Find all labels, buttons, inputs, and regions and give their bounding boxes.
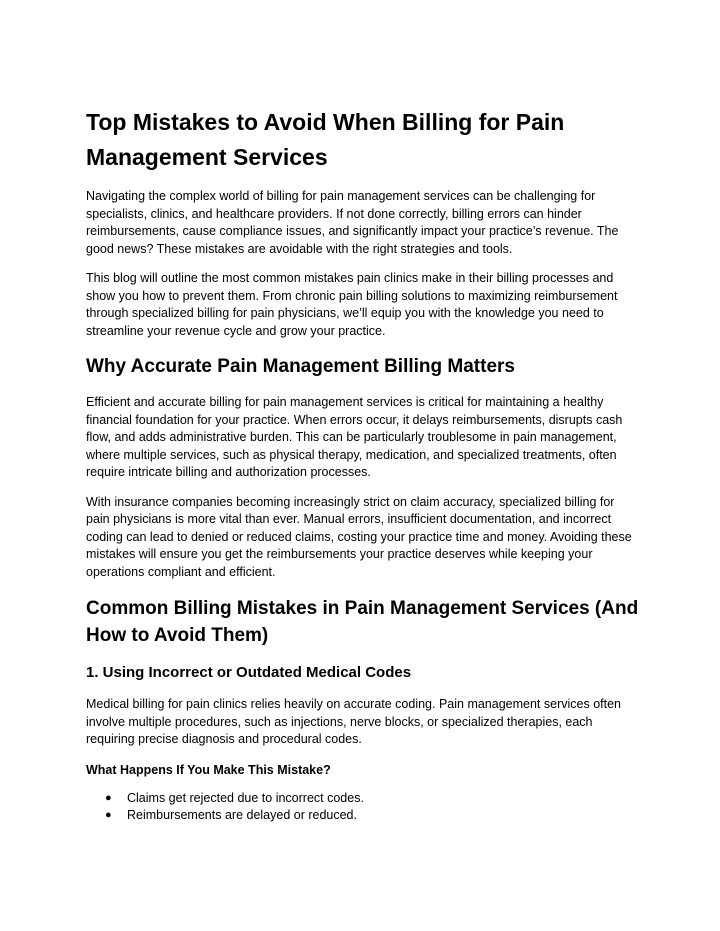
list-item-text: Reimbursements are delayed or reduced. (127, 808, 357, 822)
section-heading-common-mistakes: Common Billing Mistakes in Pain Management Services (And How to Avoid Them) (86, 598, 639, 646)
bullet-icon: ● (105, 809, 112, 821)
why-paragraph-2: With insurance companies becoming increasingly strict on claim accuracy, specialized billing for pain physicians is more vital than ever. Manual errors, insufficient documentation, and incorrect coding can lead to denied or reduced claims, costing your practice time and money. Avoiding these mistakes will ensure you get the reimbursements your practice deserves while keeping your operations compliant and efficient. (86, 494, 632, 579)
section-heading-why-accurate-billing: Why Accurate Pain Management Billing Matters (86, 356, 515, 377)
list-item (105, 790, 640, 808)
consequence-heading: What Happens If You Make This Mistake? (86, 762, 331, 777)
intro-paragraph-2: This blog will outline the most common mistakes pain clinics make in their billing processes and show you how to prevent them. From chronic pain billing solutions to maximizing reimbursement through specialized billing for pain physicians, we’ll equip you with the knowledge you need to streamline your revenue cycle and grow your practice. (86, 271, 618, 338)
document-title: Top Mistakes to Avoid When Billing for Pain Management Services (86, 109, 565, 170)
bullet-icon: ● (105, 791, 112, 804)
list-item-text: Claims get rejected due to incorrect codes. (127, 790, 364, 805)
list-item (105, 807, 640, 825)
intro-paragraph-1: Navigating the complex world of billing for pain management services can be challenging for specialists, clinics, and healthcare providers. If not done correctly, billing errors can hinder reimbursements, cause compliance issues, and significantly impact your practice’s revenue. The good news? These mistakes are avoidable with the right strategies and tools. (86, 189, 619, 256)
subsection-heading-incorrect-codes: 1. Using Incorrect or Outdated Medical Codes (86, 664, 412, 681)
incorrect-codes-paragraph: Medical billing for pain clinics relies heavily on accurate coding. Pain management services often involve multiple procedures, such as injections, nerve blocks, or specialized therapies, each requiring precise diagnosis and procedural codes. (86, 697, 621, 746)
consequence-list (86, 790, 640, 825)
why-paragraph-1: Efficient and accurate billing for pain management services is critical for maintaining a healthy financial foundation for your practice. When errors occur, it delays reimbursements, disrupts cash flow, and adds administrative burden. This can be particularly troublesome in pain management, where multiple services, such as physical therapy, medication, and specialized treatments, often require intricate billing and authorization processes. (86, 395, 623, 479)
